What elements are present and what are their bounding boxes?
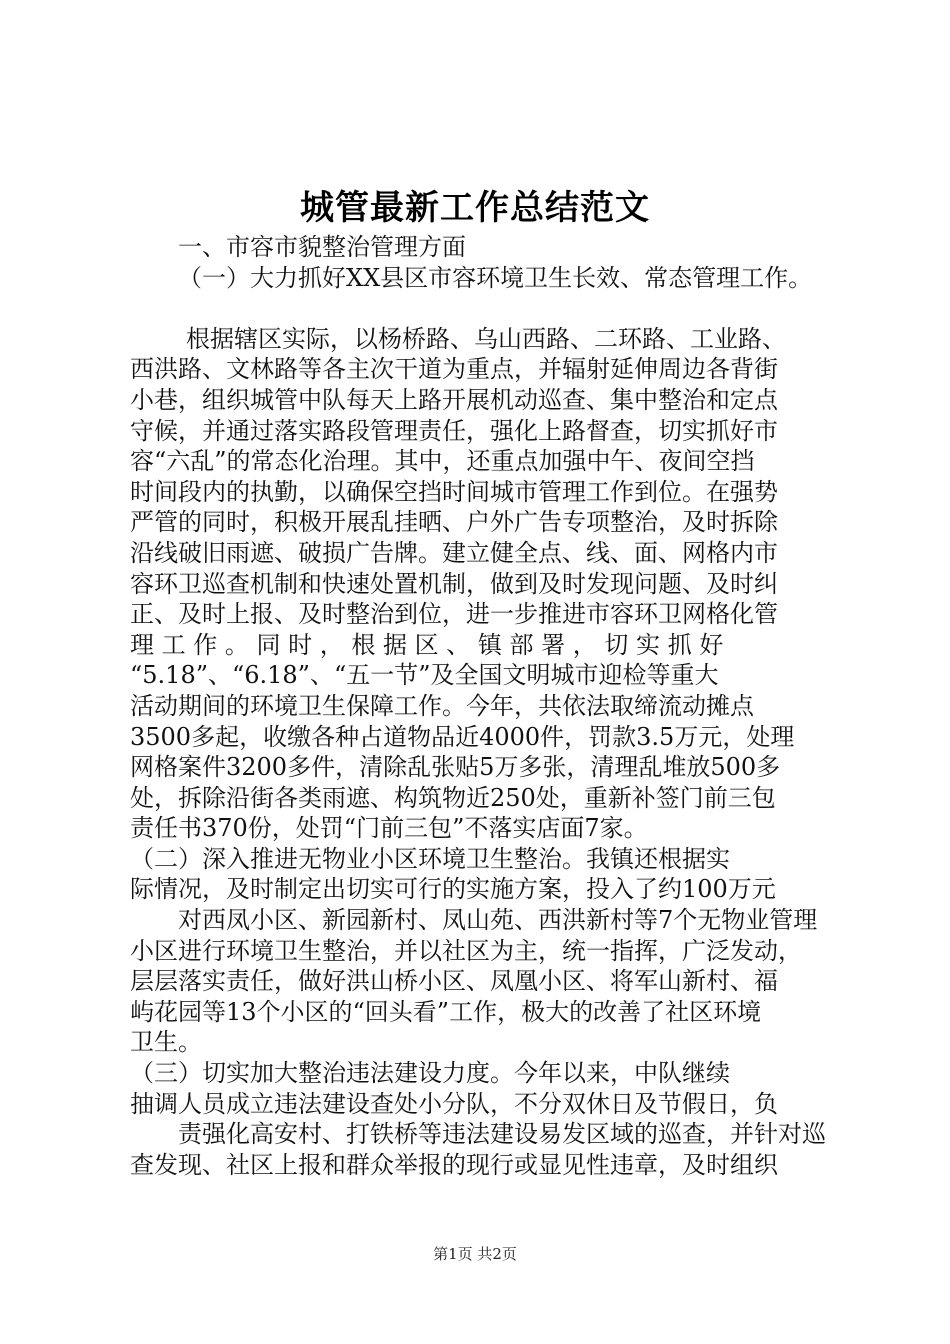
paragraph-line: 屿花园等13个小区的“回头看”工作，极大的改善了社区环境 <box>130 997 762 1026</box>
paragraph-line: 沿线破旧雨遮、破损广告牌。建立健全点、线、面、网格内市 <box>130 538 778 567</box>
paragraph-line: 根据辖区实际，以杨桥路、乌山西路、二环路、工业路、 <box>186 324 786 353</box>
paragraph-line: （二）深入推进无物业小区环境卫生整治。我镇还根据实 <box>130 844 730 873</box>
paragraph-line: 时间段内的执勤，以确保空挡时间城市管理工作到位。在强势 <box>130 477 778 506</box>
paragraph-line: 理 工 作 。 同 时 ， 根 据 区 、 镇 部 署 ， 切 实 抓 好 <box>130 630 724 659</box>
paragraph-line: 责任书370份，处罚“门前三包”不落实店面7家。 <box>130 814 648 843</box>
subsection-heading: （一）大力抓好XX县区市容环境卫生长效、常态管理工作。 <box>178 263 813 292</box>
paragraph-line <box>130 1180 830 1211</box>
paragraph-line: 小巷，组织城管中队每天上路开展机动巡查、集中整治和定点 <box>130 385 778 414</box>
document-title: 城管最新工作总结范文 <box>300 188 650 228</box>
paragraph-line: 西洪路、文林路等各主次干道为重点，并辐射延伸周边各背街 <box>130 355 778 384</box>
paragraph-line: 3500多起，收缴各种占道物品近4000件，罚款3.5万元，处理 <box>130 722 795 751</box>
paragraph-line: 责强化高安村、打铁桥等违法建设易发区域的巡查，并针对巡 <box>178 1120 826 1149</box>
paragraph-line: 小区进行环境卫生整治，并以社区为主，统一指挥，广泛发动， <box>130 936 802 965</box>
paragraph-line: （三）切实加大整治违法建设力度。今年以来，中队继续 <box>130 1059 730 1088</box>
paragraph-line: 严管的同时，积极开展乱挂晒、户外广告专项整治，及时拆除 <box>130 508 778 537</box>
document-body <box>130 232 830 1242</box>
paragraph-line: 卫生。 <box>130 1028 202 1057</box>
paragraph-line: 容环卫巡查机制和快速处置机制，做到及时发现问题、及时纠 <box>130 569 778 598</box>
paragraph-line: 处，拆除沿街各类雨遮、构筑物近250处，重新补签门前三包 <box>130 783 776 812</box>
paragraph-line: 网格案件3200多件，清除乱张贴5万多张，清理乱堆放500多 <box>130 753 781 782</box>
paragraph-line: 层层落实责任，做好洪山桥小区、凤凰小区、将军山新村、福 <box>130 967 778 996</box>
paragraph-line: 对西凤小区、新园新村、凤山苑、西洪新村等7个无物业管理 <box>178 906 818 935</box>
paragraph-line: 容“六乱”的常态化治理。其中，还重点加强中午、夜间空挡 <box>130 447 755 476</box>
paragraph-line: “5.18”、“6.18”、“五一节”及全国文明城市迎检等重大 <box>130 661 719 690</box>
section-heading: 一、市容市貌整治管理方面 <box>178 233 466 261</box>
paragraph-gap <box>130 293 830 324</box>
paragraph-line: 查发现、社区上报和群众举报的现行或显见性违章，及时组织 <box>130 1150 778 1179</box>
paragraph-line: 正、及时上报、及时整治到位，进一步推进市容环卫网格化管 <box>130 600 778 629</box>
paragraph-line: 际情况，及时制定出切实可行的实施方案，投入了约100万元 <box>130 875 776 904</box>
paragraph-line: 守候，并通过落实路段管理责任，强化上路督查，切实抓好市 <box>130 416 778 445</box>
paragraph-line <box>130 1211 830 1242</box>
paragraph-line: 抽调人员成立违法建设查处小分队，不分双休日及节假日，负 <box>130 1089 778 1118</box>
paragraph-line: 活动期间的环境卫生保障工作。今年，共依法取缔流动摊点 <box>130 691 754 720</box>
page-number: 第1页 共2页 <box>433 1245 517 1263</box>
